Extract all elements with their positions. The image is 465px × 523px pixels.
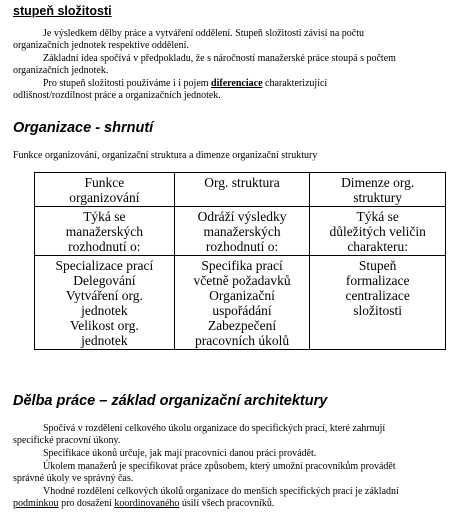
cell-line: jednotek bbox=[81, 333, 128, 348]
cell-line: Organizační bbox=[209, 288, 275, 303]
cell-line: složitosti bbox=[353, 303, 403, 318]
paragraph-delba-3 bbox=[13, 461, 396, 486]
header-cell-dimenze bbox=[310, 173, 446, 207]
paragraph-delba-1 bbox=[13, 423, 385, 448]
text-line: specifické pracovní úkony. bbox=[13, 435, 121, 447]
text-line: organizačních jednotek respektive oddělení. bbox=[13, 40, 189, 52]
table-cell bbox=[310, 256, 446, 350]
cell-line: formalizace bbox=[345, 273, 410, 288]
cell-line: charakteru: bbox=[347, 239, 409, 254]
cell-line: uspořádání bbox=[212, 303, 272, 318]
table-cell bbox=[35, 207, 175, 256]
text-line: Základní idea spočívá v předpokladu, že s náročností manažerské práce stoupá s počtem bbox=[43, 53, 396, 64]
cell-line: rozhodnutí o: bbox=[68, 239, 141, 254]
text-fragment: podmínkou bbox=[13, 498, 59, 510]
table-cell bbox=[35, 256, 175, 350]
table-row bbox=[35, 256, 446, 350]
header-cell-struktura bbox=[174, 173, 310, 207]
paragraph-delba-4 bbox=[13, 486, 399, 511]
cell-line: Org. struktura bbox=[204, 175, 280, 190]
term-diferenciace: diferenciace bbox=[211, 78, 263, 89]
text-line: organizačních jednotek. bbox=[13, 65, 109, 77]
heading-delba-prace: Dělba práce – základ organizační architektury bbox=[13, 393, 328, 409]
text-fragment: charakterizující bbox=[262, 78, 328, 89]
cell-line: Specifika prací bbox=[201, 258, 283, 273]
heading-stupen-slozitosti: stupeň složitosti bbox=[13, 4, 112, 18]
cell-line: Delegování bbox=[73, 273, 136, 288]
paragraph-delba-2 bbox=[13, 448, 316, 460]
table-cell bbox=[310, 207, 446, 256]
paragraph-slozitost-2 bbox=[13, 53, 396, 78]
cell-line: Funkce bbox=[84, 175, 125, 190]
text-line: Úkolem manažerů je specifikovat práce způsobem, který umožní pracovníkům provádět bbox=[43, 461, 396, 472]
cell-line: jednotek bbox=[81, 303, 128, 318]
text-line bbox=[13, 78, 327, 90]
paragraph-slozitost-3 bbox=[13, 78, 327, 103]
cell-line: Stupeň bbox=[358, 258, 397, 273]
cell-line: Velikost org. bbox=[69, 318, 139, 333]
cell-line: pracovních úkolů bbox=[194, 333, 290, 348]
cell-line: Odráží výsledky bbox=[197, 209, 287, 224]
cell-line: rozhodnutí o: bbox=[205, 239, 279, 254]
cell-line: manažerských bbox=[203, 224, 281, 239]
text-line: odlišnost/rozdílnost práce a organizačních jednotek. bbox=[13, 90, 221, 102]
cell-line: včetně požadavků bbox=[193, 273, 291, 288]
cell-line: důležitých veličin bbox=[329, 224, 426, 239]
text-line: Specifikace úkonů určuje, jak mají pracovníci danou práci provádět. bbox=[43, 448, 317, 459]
cell-line: Týká se bbox=[83, 209, 126, 224]
cell-line: struktury bbox=[353, 190, 403, 205]
cell-line: Zabezpečení bbox=[207, 318, 277, 333]
cell-line: Dimenze org. bbox=[341, 175, 415, 190]
cell-line: Specializace prací bbox=[55, 258, 154, 273]
table-cell bbox=[174, 256, 310, 350]
text-line: správné úkoly ve správný čas. bbox=[13, 473, 134, 485]
text-line: Je výsledkem dělby práce a vytváření oddělení. Stupeň složitosti závisí na počtu bbox=[43, 28, 365, 39]
text-fragment: pro dosažení bbox=[58, 498, 115, 510]
text-line: Vhodné rozdělení celkových úkolů organizace do menších specifických prací je základní bbox=[43, 486, 399, 497]
cell-line: manažerských bbox=[65, 224, 143, 239]
text-fragment: Pro stupeň složitosti používáme i i pojem bbox=[43, 78, 212, 89]
cell-line: centralizace bbox=[345, 288, 410, 303]
paragraph-intro: Funkce organizování, organizační struktura a dimenze organizační struktury bbox=[13, 150, 318, 161]
text-line bbox=[13, 498, 399, 510]
cell-line: Vytváření org. bbox=[65, 288, 143, 303]
text-fragment: úsilí všech pracovníků. bbox=[179, 498, 275, 510]
text-line: Spočívá v rozdělení celkového úkolu organizace do specifických prací, které zahrnují bbox=[43, 423, 386, 434]
summary-table bbox=[34, 172, 446, 350]
heading-organizace-shrnuti: Organizace - shrnutí bbox=[13, 120, 154, 136]
cell-line: Týká se bbox=[356, 209, 399, 224]
table-header-row bbox=[35, 173, 446, 207]
paragraph-slozitost-1 bbox=[13, 28, 364, 53]
text-fragment: koordinovaného bbox=[114, 498, 180, 510]
table-cell bbox=[174, 207, 310, 256]
cell-line: organizování bbox=[69, 190, 140, 205]
table-row bbox=[35, 207, 446, 256]
header-cell-funkce bbox=[35, 173, 175, 207]
